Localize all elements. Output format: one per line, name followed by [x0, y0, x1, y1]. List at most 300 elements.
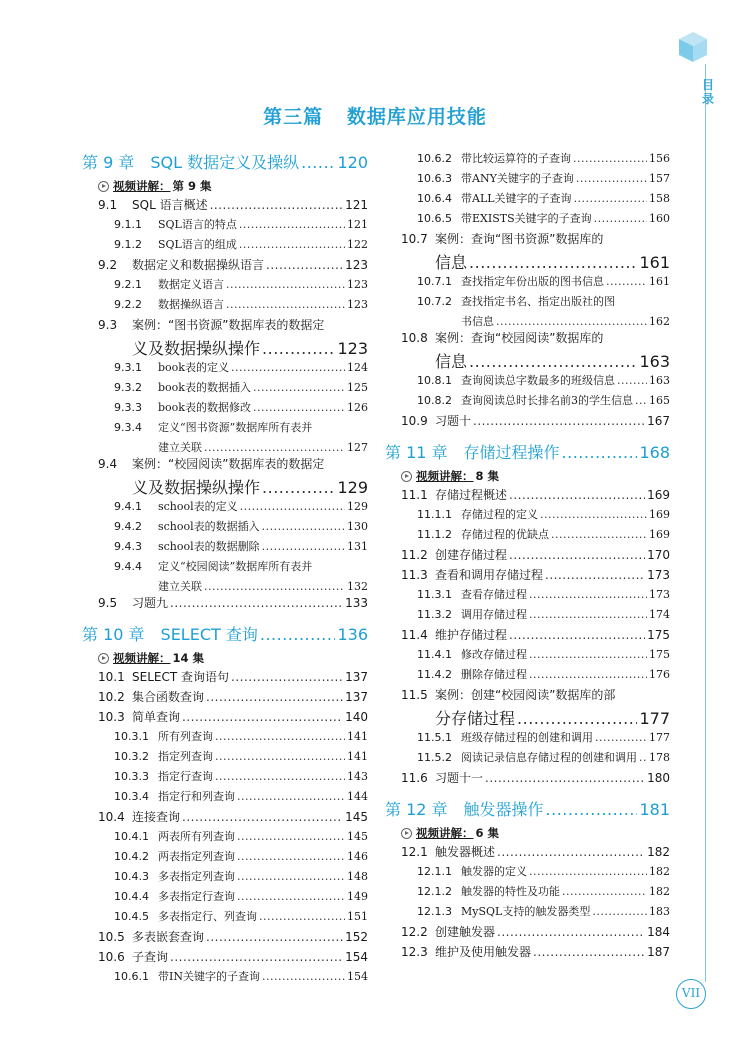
- toc-subsection-continued[interactable]: [82, 578, 368, 594]
- toc-entry-number: 11.1.1: [417, 508, 452, 521]
- toc-entry-number: 9.2: [98, 258, 118, 272]
- toc-entry-title: [114, 236, 237, 252]
- toc-entry-title: [417, 392, 633, 408]
- dot-leader: [594, 212, 647, 225]
- toc-section-continued[interactable]: [82, 475, 368, 498]
- toc-entry-title: [114, 518, 260, 534]
- toc-entry-label: 带ANY关键字的子查询: [461, 172, 574, 185]
- toc-page-number: 158: [649, 192, 670, 205]
- toc-page-number: 123: [345, 258, 368, 272]
- toc-section[interactable]: [385, 923, 670, 943]
- toc-entry-title: [132, 336, 260, 359]
- video-icon: [98, 653, 109, 664]
- toc-subsection[interactable]: [82, 908, 368, 928]
- toc-entry-label: 信息: [435, 253, 468, 272]
- toc-subsection-continued[interactable]: [82, 439, 368, 455]
- dot-leader: [210, 198, 344, 212]
- dot-leader: [635, 394, 647, 407]
- dot-leader: [237, 870, 345, 883]
- toc-entry-number: 10.4: [98, 810, 125, 824]
- toc-entry-number: 11.6: [401, 771, 428, 785]
- toc-entry-number: 9.3.3: [114, 401, 142, 414]
- toc-page-number: 125: [347, 381, 368, 394]
- toc-entry-label: 触发器的定义: [461, 865, 527, 878]
- toc-entry-number: 10.4.4: [114, 890, 149, 903]
- toc-page-number: 154: [345, 950, 368, 964]
- toc-subsection[interactable]: [82, 419, 368, 439]
- toc-entry-label: 数据定义语言: [158, 278, 224, 291]
- dot-leader: [182, 710, 343, 724]
- toc-entry-number: 11.3.1: [417, 588, 452, 601]
- toc-chapter[interactable]: [82, 622, 368, 648]
- toc-entry-title: [417, 526, 549, 542]
- toc-chapter[interactable]: [385, 440, 670, 466]
- toc-entry-label: 查找指定年份出版的图书信息: [461, 275, 604, 288]
- toc-subsection[interactable]: [385, 883, 670, 903]
- toc-subsection[interactable]: [82, 848, 368, 868]
- toc-entry-label: 义及数据操纵操作: [132, 478, 261, 497]
- side-tab-contents[interactable]: 目录: [701, 78, 714, 106]
- toc-entry-number: 10.4.3: [114, 870, 149, 883]
- toc-entry-title: [417, 586, 527, 602]
- dot-leader: [540, 508, 647, 521]
- toc-entry-title: [98, 256, 264, 273]
- toc-page-number: 148: [347, 870, 368, 883]
- toc-entry-number: 9.1: [98, 198, 118, 212]
- dot-leader: [237, 850, 345, 863]
- toc-page-number: 182: [649, 885, 670, 898]
- toc-entry-label: 带IN关键字的子查询: [158, 970, 260, 983]
- toc-entry-number: 10.8.2: [417, 394, 452, 407]
- toc-entry-number: 10.6.4: [417, 192, 452, 205]
- toc-subsection[interactable]: [385, 273, 670, 293]
- toc-section[interactable]: [82, 668, 368, 688]
- toc-subsection[interactable]: [385, 170, 670, 190]
- toc-page-number: 121: [347, 218, 368, 231]
- toc-entry-label: 定义“图书资源”数据库所有表并: [158, 421, 313, 434]
- dot-leader: [469, 253, 637, 272]
- toc-subsection[interactable]: [82, 558, 368, 578]
- dot-leader: [215, 770, 345, 783]
- toc-entry-label: 建立关联: [158, 441, 202, 454]
- dot-leader: [253, 381, 345, 394]
- toc-entry-number: 11.3.2: [417, 608, 452, 621]
- toc-section[interactable]: [385, 329, 670, 349]
- toc-entry-label: SQL语言的组成: [158, 238, 237, 251]
- toc-page-number: 141: [347, 750, 368, 763]
- toc-entry-title: [132, 475, 260, 498]
- toc-section[interactable]: [82, 688, 368, 708]
- dot-leader: [266, 258, 343, 272]
- toc-entry-number: 11.5: [401, 688, 428, 702]
- toc-entry-label: 第 11 章 存储过程操作: [385, 443, 560, 462]
- dot-leader: [562, 885, 647, 898]
- toc-subsection-continued[interactable]: [385, 313, 670, 329]
- dot-leader: [204, 580, 345, 593]
- toc-section[interactable]: [82, 708, 368, 728]
- toc-page-number: 127: [347, 441, 368, 454]
- toc-entry-label: school表的数据删除: [158, 540, 260, 553]
- dot-leader: [262, 540, 345, 553]
- toc-page-number: 133: [345, 596, 368, 610]
- toc-entry-number: 12.1.2: [417, 885, 452, 898]
- toc-subsection[interactable]: [385, 606, 670, 626]
- toc-section[interactable]: [385, 769, 670, 789]
- toc-subsection[interactable]: [82, 498, 368, 518]
- toc-entry-label: 维护及使用触发器: [435, 945, 532, 959]
- toc-section-continued[interactable]: [82, 336, 368, 359]
- toc-entry-label: 维护存储过程: [435, 628, 508, 642]
- toc-entry-number: 11.1: [401, 488, 428, 502]
- toc-entry-number: 11.1.2: [417, 528, 452, 541]
- toc-entry-label: 存储过程的定义: [461, 508, 538, 521]
- toc-subsection[interactable]: [385, 293, 670, 313]
- toc-entry-label: 简单查询: [132, 710, 181, 724]
- toc-entry-title: [98, 196, 208, 213]
- toc-entry-number: 12.1: [401, 845, 428, 859]
- toc-page-number: 177: [639, 709, 670, 728]
- toc-page-number: 187: [647, 945, 670, 959]
- toc-entry-title: [114, 558, 312, 574]
- toc-section[interactable]: [385, 486, 670, 506]
- toc-entry-label: 习题九: [132, 596, 169, 610]
- toc-section[interactable]: [82, 928, 368, 948]
- toc-entry-title: [401, 412, 471, 429]
- toc-entry-title: [401, 230, 603, 247]
- toc-entry-label: 案例：查询“校园阅读”数据库的: [435, 331, 604, 345]
- toc-page-number: 169: [647, 488, 670, 502]
- toc-entry-title: [114, 968, 260, 984]
- toc-subsection[interactable]: [385, 729, 670, 749]
- toc-entry-title: [158, 439, 202, 455]
- video-count: 14 集: [172, 651, 205, 665]
- toc-entry-label: 多表指定列查询: [158, 870, 235, 883]
- toc-page-number: 169: [649, 528, 670, 541]
- toc-entry-label: 数据定义和数据操纵语言: [132, 258, 265, 272]
- toc-section-continued[interactable]: [385, 706, 670, 729]
- toc-subsection[interactable]: [82, 216, 368, 236]
- toc-section[interactable]: [385, 566, 670, 586]
- toc-subsection[interactable]: [82, 828, 368, 848]
- toc-subsection[interactable]: [385, 150, 670, 170]
- toc-page-number: 163: [639, 352, 670, 371]
- toc-subsection[interactable]: [385, 863, 670, 883]
- toc-entry-title: [401, 686, 615, 703]
- toc-entry-number: 10.2: [98, 690, 125, 704]
- toc-entry-label: 指定行查询: [158, 770, 213, 783]
- toc-entry-label: 创建存储过程: [435, 548, 508, 562]
- toc-page-number: 146: [347, 850, 368, 863]
- toc-entry-title: [98, 808, 180, 825]
- toc-entry-number: 10.4.1: [114, 830, 149, 843]
- toc-entry-number: 10.7.1: [417, 275, 452, 288]
- toc-section[interactable]: [82, 455, 368, 475]
- dot-leader: [237, 830, 345, 843]
- dot-leader: [546, 800, 638, 819]
- toc-subsection[interactable]: [385, 666, 670, 686]
- toc-entry-label: 案例：查询“图书资源”数据库的: [435, 232, 604, 246]
- toc-entry-title: [114, 868, 235, 884]
- toc-subsection[interactable]: [82, 359, 368, 379]
- toc-page-number: 161: [649, 275, 670, 288]
- dot-leader: [639, 751, 647, 764]
- toc-entry-title: [98, 594, 168, 611]
- toc-subsection[interactable]: [385, 646, 670, 666]
- toc-entry-title: [435, 250, 467, 273]
- dot-leader: [226, 278, 345, 291]
- toc-entry-number: 9.1.2: [114, 238, 142, 251]
- toc-entry-title: [417, 749, 637, 765]
- toc-entry-label: 集合函数查询: [132, 690, 205, 704]
- dot-leader: [592, 905, 647, 918]
- toc-section-continued[interactable]: [385, 349, 670, 372]
- toc-entry-title: [158, 578, 202, 594]
- dot-leader: [260, 625, 336, 644]
- toc-entry-number: 10.1: [98, 670, 125, 684]
- toc-entry-number: 9.4.4: [114, 560, 142, 573]
- toc-entry-number: 9.3: [98, 318, 118, 332]
- toc-page-number: 129: [337, 478, 368, 497]
- toc-page-number: 123: [337, 339, 368, 358]
- dot-leader: [237, 790, 345, 803]
- toc-entry-label: book表的数据修改: [158, 401, 251, 414]
- toc-entry-label: 多表嵌套查询: [132, 930, 205, 944]
- toc-subsection[interactable]: [82, 236, 368, 256]
- toc-entry-label: 带比较运算符的子查询: [461, 152, 571, 165]
- toc-page-number: 160: [649, 212, 670, 225]
- toc-page-number: 165: [649, 394, 670, 407]
- toc-page-number: 143: [347, 770, 368, 783]
- dot-leader: [473, 414, 645, 428]
- toc-subsection[interactable]: [385, 392, 670, 412]
- toc-entry-label: SQL 语言概述: [132, 198, 208, 212]
- toc-entry-number: 10.7: [401, 232, 428, 246]
- toc-entry-title: [114, 216, 237, 232]
- toc-page-number: 137: [345, 670, 368, 684]
- toc-page-number: 167: [647, 414, 670, 428]
- toc-section[interactable]: [82, 594, 368, 614]
- toc-page-number: 154: [347, 970, 368, 983]
- toc-entry-title: [114, 788, 235, 804]
- toc-entry-number: 9.4.1: [114, 500, 142, 513]
- toc-page-number: 182: [647, 845, 670, 859]
- toc-entry-label: 两表指定列查询: [158, 850, 235, 863]
- dot-leader: [226, 298, 345, 311]
- toc-entry-label: 带EXISTS关键字的子查询: [461, 212, 592, 225]
- toc-page-number: 140: [345, 710, 368, 724]
- dot-leader: [215, 750, 345, 763]
- dot-leader: [529, 668, 647, 681]
- toc-entry-title: [114, 888, 235, 904]
- dot-leader: [617, 374, 647, 387]
- toc-entry-label: 两表所有列查询: [158, 830, 235, 843]
- toc-section[interactable]: [385, 412, 670, 432]
- toc-entry-title: [114, 748, 213, 764]
- toc-section[interactable]: [385, 626, 670, 646]
- toc-section[interactable]: [385, 686, 670, 706]
- toc-subsection[interactable]: [82, 888, 368, 908]
- toc-subsection[interactable]: [82, 788, 368, 808]
- toc-entry-label: 带ALL关键字的子查询: [461, 192, 572, 205]
- toc-page-number: 131: [347, 540, 368, 553]
- toc-section[interactable]: [82, 808, 368, 828]
- toc-page-number: 156: [649, 152, 670, 165]
- toc-entry-number: 10.3.1: [114, 730, 149, 743]
- toc-page-number: 145: [347, 830, 368, 843]
- toc-entry-label: 查看存储过程: [461, 588, 527, 601]
- dot-leader: [262, 970, 345, 983]
- toc-entry-label: 查询阅读总字数最多的班级信息: [461, 374, 615, 387]
- toc-entry-title: [417, 863, 527, 879]
- toc-entry-number: 10.8.1: [417, 374, 452, 387]
- toc-subsection[interactable]: [82, 538, 368, 558]
- toc-subsection[interactable]: [82, 399, 368, 419]
- part-label: 第三篇: [263, 106, 324, 128]
- video-lecture-entry: [82, 176, 368, 196]
- toc-entry-label: 查找指定书名、指定出版社的图: [461, 295, 615, 308]
- toc-section[interactable]: [82, 316, 368, 336]
- toc-entry-label: 建立关联: [158, 580, 202, 593]
- toc-entry-number: 10.3.4: [114, 790, 149, 803]
- toc-entry-number: 10.6.1: [114, 970, 149, 983]
- toc-entry-number: 10.9: [401, 414, 428, 428]
- toc-page-number: 173: [649, 588, 670, 601]
- toc-section[interactable]: [385, 546, 670, 566]
- toc-page-number: 149: [347, 890, 368, 903]
- toc-page-number: 169: [649, 508, 670, 521]
- toc-subsection[interactable]: [82, 728, 368, 748]
- toc-subsection[interactable]: [385, 586, 670, 606]
- toc-page-number: 177: [649, 731, 670, 744]
- dot-leader: [231, 361, 345, 374]
- toc-entry-number: 12.1.1: [417, 865, 452, 878]
- toc-section[interactable]: [82, 256, 368, 276]
- toc-entry-title: [114, 276, 224, 292]
- dot-leader: [215, 730, 345, 743]
- toc-entry-number: 9.2.2: [114, 298, 142, 311]
- dot-leader: [551, 528, 647, 541]
- toc-section[interactable]: [385, 230, 670, 250]
- dot-leader: [237, 890, 345, 903]
- toc-section[interactable]: [385, 943, 670, 963]
- toc-entry-number: 10.6.5: [417, 212, 452, 225]
- toc-section[interactable]: [82, 948, 368, 968]
- toc-page-number: 168: [639, 443, 670, 462]
- part-title: [0, 102, 750, 129]
- toc-entry-label: 习题十一: [435, 771, 484, 785]
- toc-entry-label: 数据操纵语言: [158, 298, 224, 311]
- dot-leader: [509, 488, 645, 502]
- dot-leader: [529, 648, 647, 661]
- toc-subsection[interactable]: [82, 768, 368, 788]
- video-label: 视频讲解：: [416, 469, 474, 483]
- dot-leader: [262, 520, 345, 533]
- toc-subsection[interactable]: [385, 210, 670, 230]
- toc-subsection[interactable]: [385, 749, 670, 769]
- toc-entry-title: [114, 419, 312, 435]
- toc-subsection[interactable]: [385, 526, 670, 546]
- toc-entry-label: 存储过程概述: [435, 488, 508, 502]
- video-lecture-entry: [385, 823, 670, 843]
- toc-page-number: 161: [639, 253, 670, 272]
- toc-subsection[interactable]: [385, 190, 670, 210]
- toc-subsection[interactable]: [82, 518, 368, 538]
- toc-entry-title: [401, 843, 495, 860]
- toc-entry-title: [98, 928, 204, 945]
- dot-leader: [509, 548, 645, 562]
- toc-entry-number: 9.4.2: [114, 520, 142, 533]
- toc-entry-title: [417, 170, 574, 186]
- toc-entry-title: [401, 486, 507, 503]
- dot-leader: [231, 670, 343, 684]
- toc-page-number: 132: [347, 580, 368, 593]
- dot-leader: [170, 950, 343, 964]
- video-lecture-entry: [82, 648, 368, 668]
- video-lecture-entry: [385, 466, 670, 486]
- toc-entry-title: [385, 440, 560, 463]
- toc-entry-label: 案例：“图书资源”数据库表的数据定: [132, 318, 325, 332]
- toc-entry-number: 12.3: [401, 945, 428, 959]
- toc-chapter[interactable]: [82, 150, 368, 176]
- toc-subsection[interactable]: [82, 379, 368, 399]
- page-number: VII: [676, 979, 706, 1009]
- toc-subsection[interactable]: [82, 748, 368, 768]
- toc-entry-label: 定义“校园阅读”数据库所有表并: [158, 560, 313, 573]
- toc-subsection[interactable]: [385, 372, 670, 392]
- dot-leader: [206, 690, 343, 704]
- toc-entry-number: 10.4.5: [114, 910, 149, 923]
- toc-entry-label: 指定行和列查询: [158, 790, 235, 803]
- toc-entry-title: [98, 708, 180, 725]
- toc-entry-label: 第 10 章 SELECT 查询: [82, 625, 258, 644]
- toc-entry-title: [417, 190, 572, 206]
- toc-subsection[interactable]: [82, 296, 368, 316]
- dot-leader: [496, 315, 647, 328]
- margin-rule: [705, 64, 706, 982]
- toc-entry-title: [114, 728, 213, 744]
- toc-entry-label: 子查询: [132, 950, 169, 964]
- toc-section-continued[interactable]: [385, 250, 670, 273]
- toc-section[interactable]: [385, 843, 670, 863]
- toc-entry-number: 9.3.1: [114, 361, 142, 374]
- dot-leader: [497, 845, 645, 859]
- toc-subsection[interactable]: [385, 903, 670, 923]
- toc-entry-number: 9.2.1: [114, 278, 142, 291]
- toc-entry-title: [461, 313, 494, 329]
- toc-entry-title: [417, 150, 571, 166]
- toc-page-number: 129: [347, 500, 368, 513]
- toc-entry-label: 触发器的特性及功能: [461, 885, 560, 898]
- toc-subsection[interactable]: [82, 968, 368, 988]
- toc-section[interactable]: [82, 196, 368, 216]
- toc-chapter[interactable]: [385, 797, 670, 823]
- toc-subsection[interactable]: [82, 276, 368, 296]
- toc-page-number: 126: [347, 401, 368, 414]
- toc-entry-label: 书信息: [461, 315, 494, 328]
- dot-leader: [262, 478, 335, 497]
- dot-leader: [469, 352, 637, 371]
- toc-page-number: 181: [639, 800, 670, 819]
- toc-entry-title: [417, 666, 527, 682]
- toc-subsection[interactable]: [82, 868, 368, 888]
- toc-entry-title: [114, 848, 235, 864]
- toc-page-number: 176: [649, 668, 670, 681]
- toc-subsection[interactable]: [385, 506, 670, 526]
- toc-entry-title: [417, 210, 592, 226]
- toc-entry-label: book表的数据插入: [158, 381, 251, 394]
- toc-entry-number: 10.5: [98, 930, 125, 944]
- video-icon: [98, 181, 109, 192]
